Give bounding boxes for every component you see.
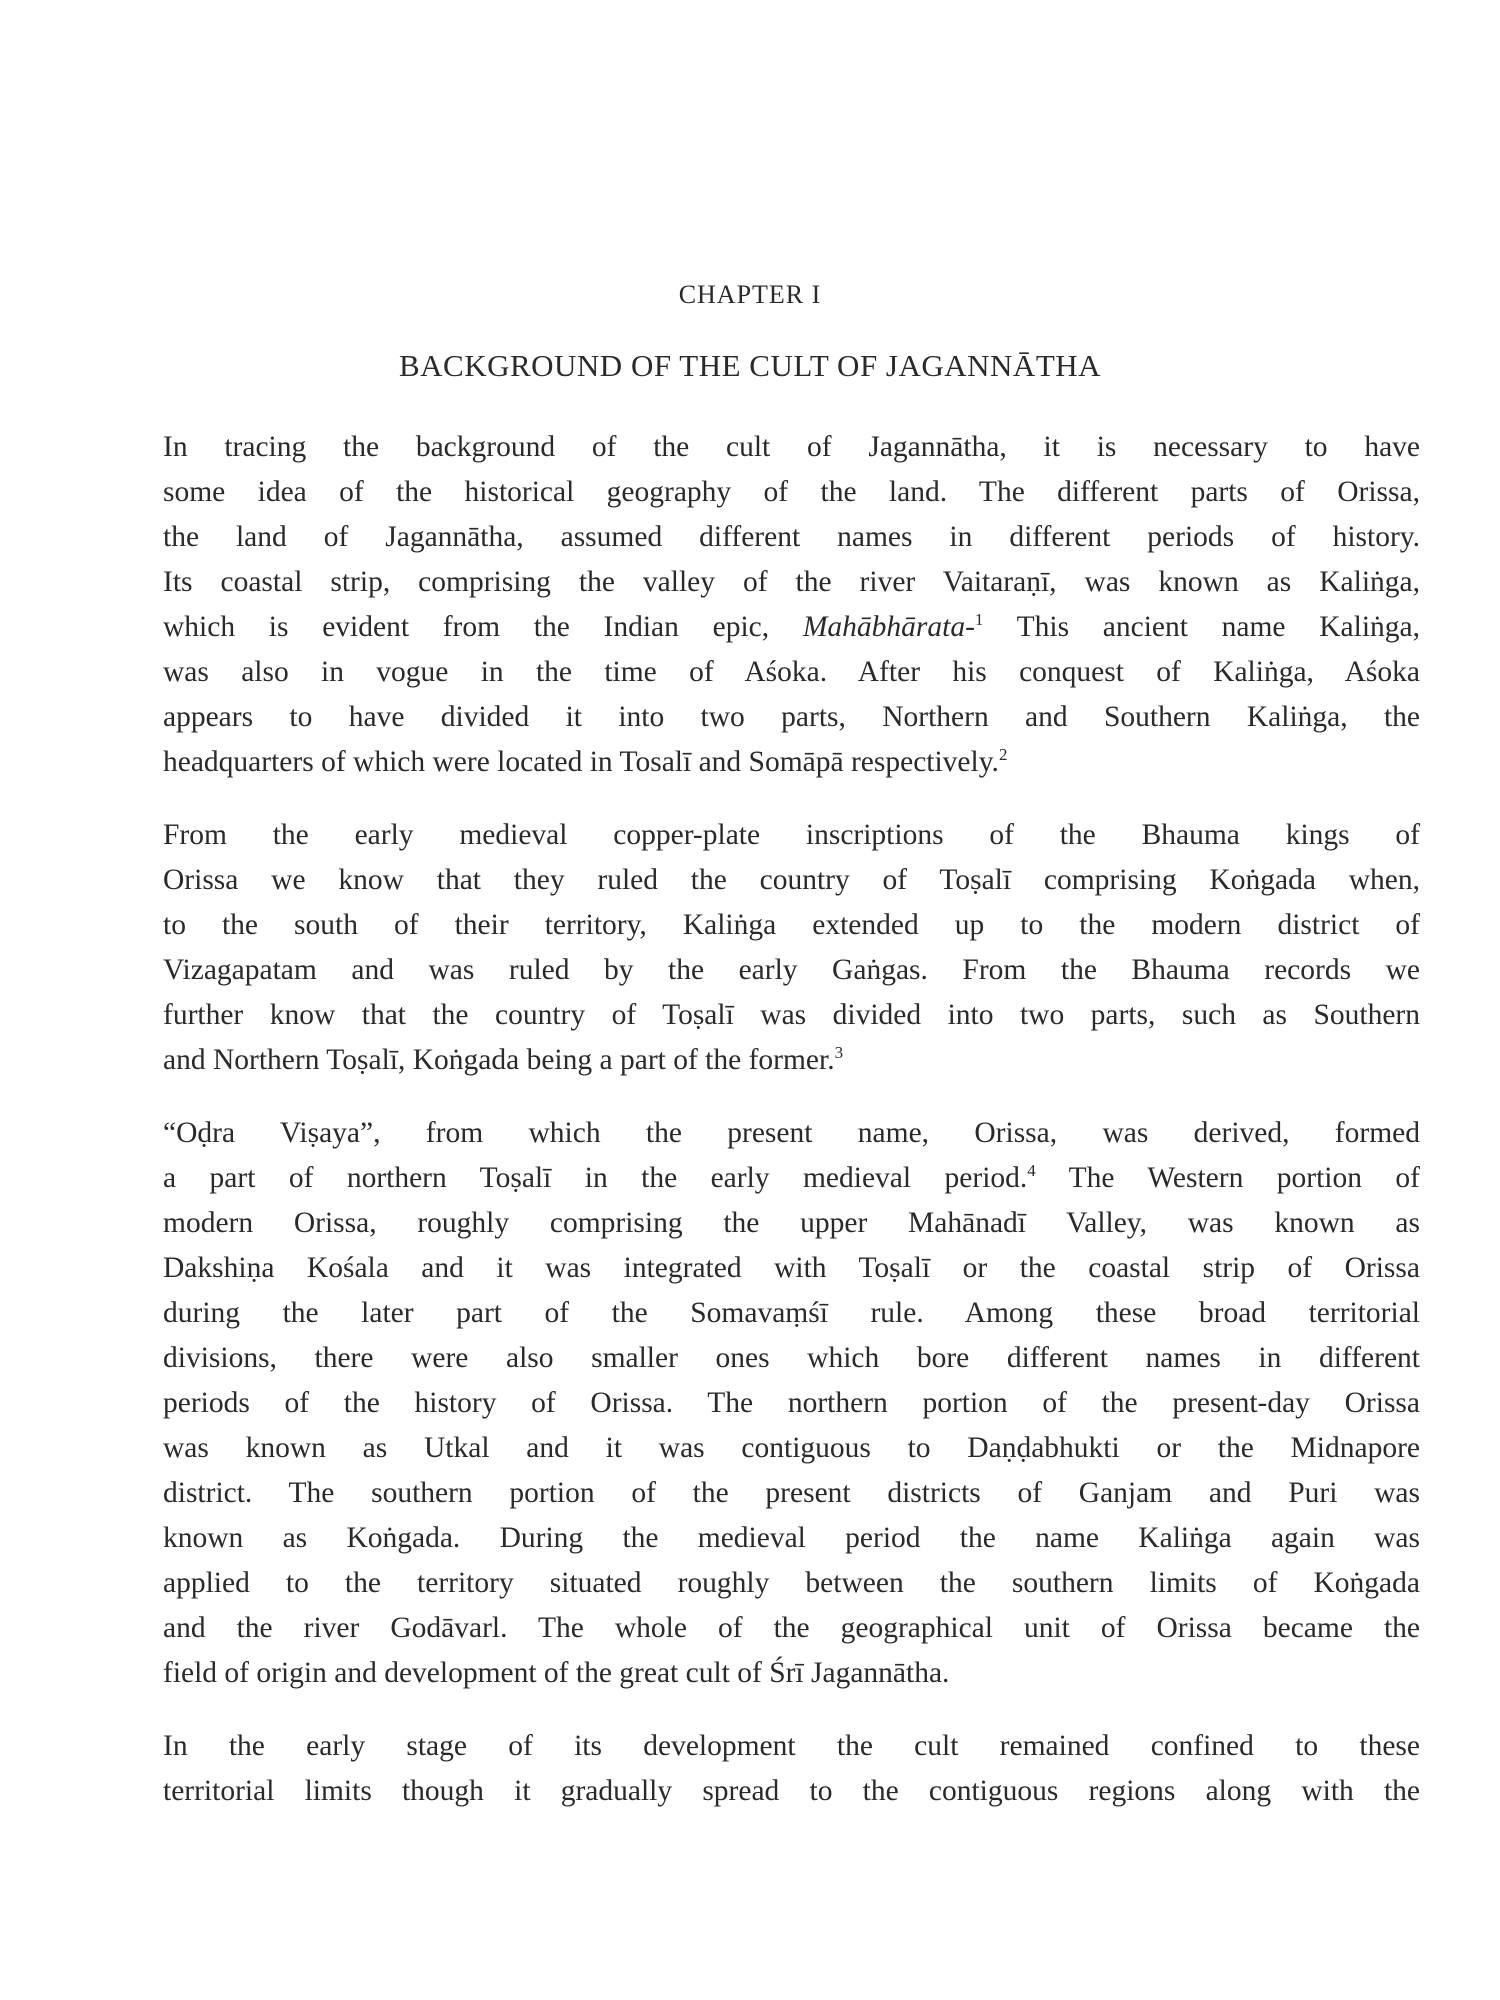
text-line: appears to have divided it into two parts, Northern and Southern Kaliṅga, the	[163, 701, 1420, 733]
text-segment: a part of northern Toṣalī in the early medieval period.	[163, 1162, 1028, 1194]
text-segment: This ancient name Kaliṅga,	[983, 611, 1420, 643]
text-line: to the south of their territory, Kaliṅga extended up to the modern district of	[163, 909, 1420, 941]
text-line: territorial limits though it gradually spread to the contiguous regions along with the	[163, 1775, 1420, 1807]
italic-title: Mahābhārata	[802, 611, 966, 643]
paragraph	[75, 813, 1420, 1083]
text-line: Its coastal strip, comprising the valley of the river Vaitaraṇī, was known as Kaliṅga,	[163, 566, 1420, 598]
footnote-marker: 2	[998, 745, 1008, 765]
text-line: periods of the history of Orissa. The northern portion of the present-day Orissa	[163, 1387, 1420, 1419]
paragraph	[75, 1111, 1420, 1696]
text-line: was known as Utkal and it was contiguous to Daṇḍabhukti or the Midnapore	[163, 1432, 1420, 1464]
paragraph	[75, 425, 1420, 785]
text-line: district. The southern portion of the present districts of Ganjam and Puri was	[163, 1477, 1420, 1509]
chapter-title: BACKGROUND OF THE CULT OF JAGANNĀTHA	[398, 348, 1102, 383]
text-segment: headquarters of which were located in Tosalī and Somāpā respectively.	[163, 746, 999, 778]
text-line	[75, 1038, 1420, 1083]
text-segment: and Northern Toṣalī, Koṅgada being a part of the former.	[163, 1044, 835, 1076]
footnote-marker: 1	[974, 610, 984, 630]
text-line: Dakshiṇa Kośala and it was integrated with Toṣalī or the coastal strip of Orissa	[163, 1252, 1420, 1284]
body-text	[75, 425, 1420, 1842]
text-line: “Oḍra Viṣaya”, from which the present name, Orissa, was derived, formed	[163, 1117, 1420, 1149]
text-line: during the later part of the Somavaṃśī rule. Among these broad territorial	[163, 1297, 1420, 1329]
text-line	[75, 740, 1420, 785]
text-line: divisions, there were also smaller ones which bore different names in different	[163, 1342, 1420, 1374]
text-line: Orissa we know that they ruled the country of Toṣalī comprising Koṅgada when,	[163, 864, 1420, 896]
text-segment: which is evident from the Indian epic,	[163, 611, 803, 643]
chapter-label: CHAPTER I	[678, 280, 822, 309]
text-line: the land of Jagannātha, assumed different names in different periods of history.	[163, 521, 1420, 553]
footnote-marker: 3	[834, 1043, 844, 1063]
text-line: further know that the country of Toṣalī was divided into two parts, such as Southern	[163, 999, 1420, 1031]
text-segment: -	[965, 611, 975, 643]
text-line: was also in vogue in the time of Aśoka. After his conquest of Kaliṅga, Aśoka	[163, 656, 1420, 688]
text-line	[75, 605, 1420, 650]
text-line: modern Orissa, roughly comprising the upper Mahānadī Valley, was known as	[163, 1207, 1420, 1239]
text-line: In the early stage of its development the cult remained confined to these	[163, 1730, 1420, 1762]
text-line: field of origin and development of the great cult of Śrī Jagannātha.	[163, 1657, 950, 1689]
text-segment: The Western portion of	[1035, 1162, 1420, 1194]
text-line: In tracing the background of the cult of Jagannātha, it is necessary to have	[163, 431, 1420, 463]
footnote-marker: 4	[1027, 1161, 1036, 1181]
text-line	[75, 1156, 1420, 1201]
text-line: known as Koṅgada. During the medieval period the name Kaliṅga again was	[163, 1522, 1420, 1554]
paragraph	[75, 1724, 1420, 1814]
text-line: Vizagapatam and was ruled by the early Gaṅgas. From the Bhauma records we	[163, 954, 1420, 986]
text-line: applied to the territory situated roughly between the southern limits of Koṅgada	[163, 1567, 1420, 1599]
text-line: and the river Godāvarl. The whole of the geographical unit of Orissa became the	[163, 1612, 1420, 1644]
text-line: some idea of the historical geography of the land. The different parts of Orissa,	[163, 476, 1420, 508]
text-line: From the early medieval copper-plate inscriptions of the Bhauma kings of	[163, 819, 1420, 851]
